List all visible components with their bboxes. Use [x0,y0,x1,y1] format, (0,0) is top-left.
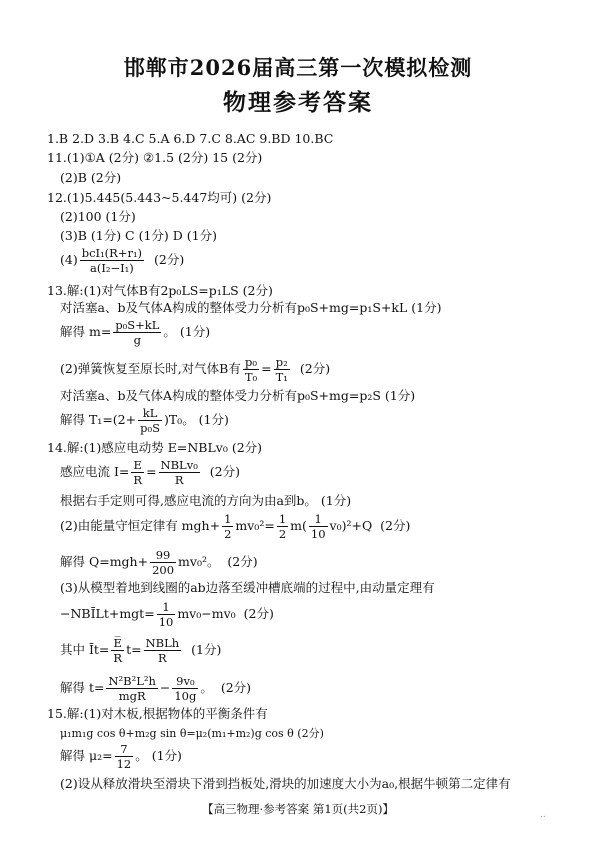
fraction: $\frac{1}{2}$ [224,512,232,541]
page-subtitle: 物理参考答案 [223,89,373,116]
fraction: $\frac{99}{200}$ [152,548,175,577]
answer-text: (2)由能量守恒定律有 mgh+ [60,518,221,533]
answer-line: 14.解:(1)感应电动势 E=NBLv₀ (2分) [47,440,263,455]
answer-line: (2)弹簧恢复至原长时,对气体B有 $\frac{\text{p₀}}{\text{T₀}}$ = $\frac{\text{p₂}}{\text{T₁}}$ (2分) [60,355,331,384]
answer-text: 其中 Īt= [60,642,110,657]
answer-line: (2)设从释放滑块至滑块下滑到挡板处,滑块的加速度大小为a₀,根据牛顿第二定律有 [60,776,511,791]
fraction: $\frac{1}{10}$ [310,512,326,541]
answer-text: 解得 μ₂= [60,748,113,763]
fraction: $\frac{\text{N²B²L²h}}{\text{mgR}}$ [108,674,156,703]
answer-line: 1.B 2.D 3.B 4.C 5.A 6.D 7.C 8.AC 9.BD 10.BC [47,131,334,146]
answer-line [60,406,229,435]
fraction: $\frac{\text{p₀S+kL}}{g}$ [115,318,160,347]
answer-line: μ₁m₁g cos θ+m₂g sin θ=μ₂(m₁+m₂)g cos θ (2分) [60,727,324,740]
answer-line: (2)B (2分) [60,170,122,185]
answer-line [60,742,182,771]
answer-line: 根据右手定则可得,感应电流的方向为由a到b。 (1分) [60,493,352,508]
answer-text: 解得 t= [60,680,105,695]
fraction: $\frac{7}{12}$ [116,742,132,771]
answer-line: (2)由能量守恒定律有 mgh+ $\frac{1}{2}$ mv₀²= $\frac{1}{2}$ m( $\frac{1}{10}$ v₀)²+Q (2分) [60,512,411,541]
answer-text: 感应电流 I= [60,464,130,479]
fraction: $\frac{\text{NBLv₀}}{R}$ [160,458,198,487]
answer-text: (1分) [191,642,222,657]
answer-line: 15.解:(1)对木板,根据物体的平衡条件有 [47,706,268,721]
answer-line: 13.解:(1)对气体B有2p₀LS=p₁LS (2分) [47,283,273,298]
fraction: $\frac{\text{NBLh}}{R}$ [145,636,180,665]
page-footer: 【高三物理·参考答案 第1页(共2页)】 [202,802,394,816]
fraction: $\frac{\text{9v₀}}{10g}$ [174,674,197,703]
corner-mark: .. [540,810,546,820]
answer-line: 11.(1)①A (2分) ②1.5 (2分) 15 (2分) [47,150,263,165]
answer-text: (2分) [154,252,185,267]
answer-line: (2)100 (1分) [60,209,136,224]
answer-text: −NBĪLt+mgt= [60,606,155,621]
answer-line: 解得 Q=mgh+ $\frac{99}{200}$ mv₀²。 (2分) [60,548,258,577]
answer-line: 感应电流 I= $\frac{E}{R}$ = $\frac{\text{NBLv₀}}{R}$ (2分) [60,458,240,487]
fraction: $\frac{\text{bcI₁(R+r₁)}}{\text{a(I₂−I₁)}}$ [81,246,143,275]
answer-text: (2分) [243,606,274,621]
answer-line [60,318,210,347]
fraction: $\frac{1}{2}$ [278,512,287,541]
answer-line [60,246,184,275]
fraction: $\frac{E̅}{R}$ [113,636,123,665]
fraction: $\frac{\text{p₀}}{\text{T₀}}$ [244,355,258,384]
answer-text: (2分) [220,680,252,695]
answer-text: (2分) [299,361,331,376]
answer-line: −NBĪLt+mgt= $\frac{1}{10}$ mv₀−mv₀ (2分) [60,600,274,629]
answer-line: 其中 Īt= $\frac{E̅}{R}$ t= $\frac{\text{NBLh}}{R}$ (1分) [60,636,222,665]
fraction: $\frac{kL}{\text{p₀S}}$ [140,406,160,435]
answer-text: (2分) [227,554,258,569]
answer-text: 解得 Q=mgh+ [60,554,149,569]
page-title: 邯郸市2026届高三第一次模拟检测 [123,55,473,80]
fraction: $\frac{E}{R}$ [133,458,143,487]
fraction: $\frac{1}{10}$ [158,600,174,629]
answer-line: 12.(1)5.445(5.443~5.447均可) (2分) [47,190,272,205]
answer-line: (3)从模型着地到线圈的ab边落至缓冲槽底端的过程中,由动量定理有 [60,580,435,595]
answer-text: (2分) [380,518,411,533]
answer-text: )T₀。 (1分) [163,412,229,427]
answer-text: 解得 m= [60,324,112,339]
answer-text: 解得 T₁=(2+ [60,412,137,427]
fraction: $\frac{\text{p₂}}{\text{T₁}}$ [275,355,288,384]
answer-line: (3)B (1分) C (1分) D (1分) [60,228,217,243]
answer-text: (2分) [209,464,240,479]
answer-text: (4) [60,252,78,267]
answer-text: (2)弹簧恢复至原长时,对气体B有 [60,361,241,376]
answer-line: 对活塞a、b及气体A构成的整体受力分析有p₀S+mg=p₂S (1分) [60,388,416,403]
answer-text: 。 (1分) [163,324,211,339]
answer-text: 。 (1分) [135,748,182,763]
answer-line: 解得 t= $\frac{\text{N²B²L²h}}{\text{mgR}}$ − $\frac{\text{9v₀}}{10g}$ 。 (2分) [60,674,252,703]
answer-line: 对活塞a、b及气体A构成的整体受力分析有p₀S+mg=p₁S+kL (1分) [60,300,442,315]
